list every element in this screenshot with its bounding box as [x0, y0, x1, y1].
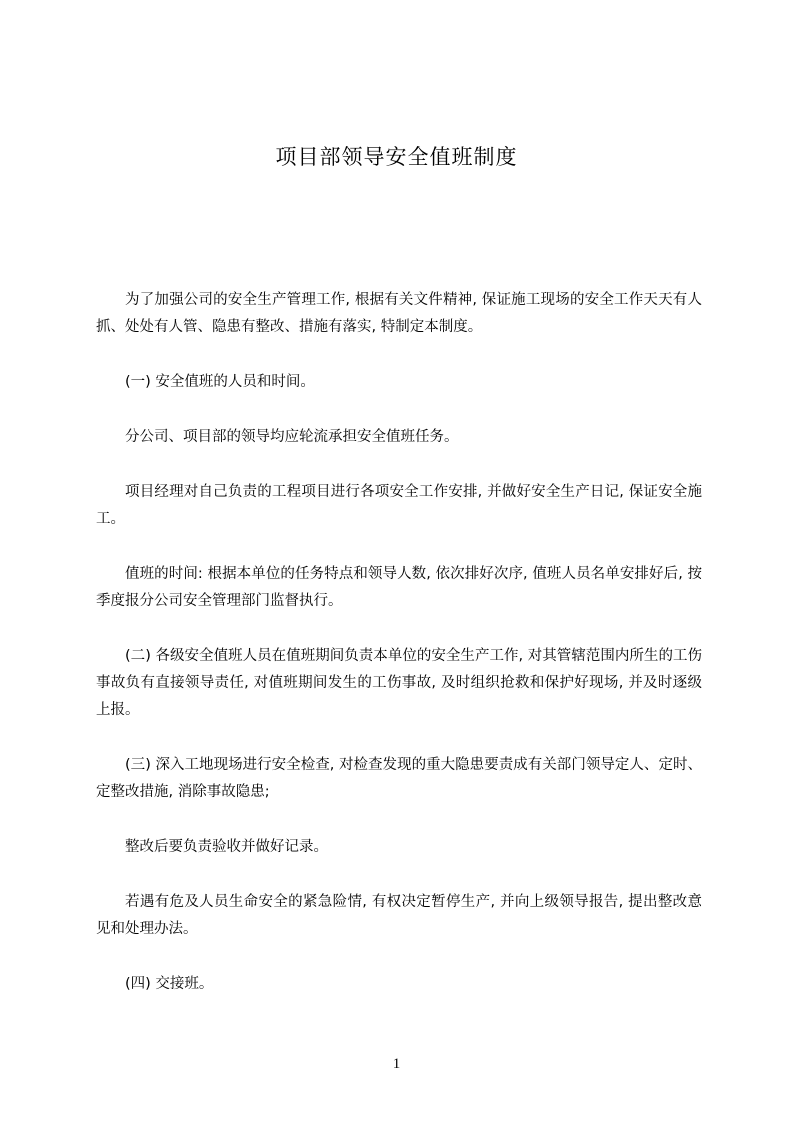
- paragraph-project-manager: 项目经理对自己负责的工程项目进行各项安全工作安排, 并做好安全生产日记, 保证安全施工。: [96, 484, 702, 527]
- document-title: 项目部领导安全值班制度: [275, 145, 518, 169]
- paragraph-intro: 为了加强公司的安全生产管理工作, 根据有关文件精神, 保证施工现场的安全工作天天有人抓、处处有人管、隐患有整改、措施有落实, 特制定本制度。: [96, 292, 702, 335]
- paragraph-duty-time: 值班的时间: 根据本单位的任务特点和领导人数, 依次排好次序, 值班人员名单安排好后, 按季度报分公司安全管理部门监督执行。: [96, 566, 702, 609]
- paragraph-duty-assignment: 分公司、项目部的领导均应轮流承担安全值班任务。: [125, 429, 459, 445]
- paragraph-rectification: 整改后要负责验收并做好记录。: [125, 839, 328, 855]
- paragraph-emergency: 若遇有危及人员生命安全的紧急险情, 有权决定暂停生产, 并向上级领导报告, 提出整改意见和处理办法。: [96, 894, 702, 937]
- paragraph-section-2: (二) 各级安全值班人员在值班期间负责本单位的安全生产工作, 对其管辖范围内所生的工伤事故负有直接领导责任, 对值班期间发生的工伤事故, 及时组织抢救和保护好现场, 并及时逐级上报。: [96, 648, 702, 718]
- paragraph-section-3: (三) 深入工地现场进行安全检查, 对检查发现的重大隐患要责成有关部门领导定人、定时、定整改措施, 消除事故隐患;: [96, 757, 702, 800]
- paragraph-section-1-heading: (一) 安全值班的人员和时间。: [125, 374, 315, 390]
- page-number: 1: [392, 1056, 401, 1072]
- document-body: [96, 287, 702, 1026]
- paragraph-section-4-heading: (四) 交接班。: [125, 976, 214, 992]
